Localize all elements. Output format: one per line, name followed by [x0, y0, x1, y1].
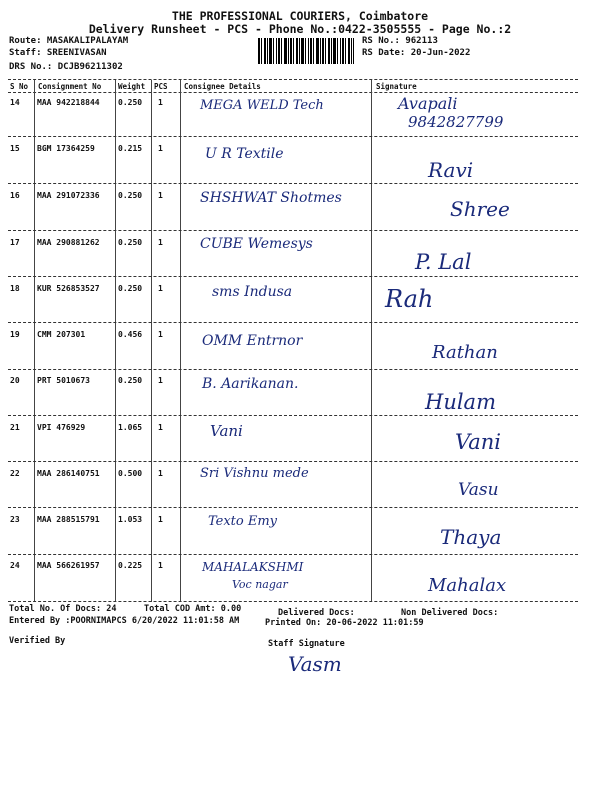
row-consignment: BGM 17364259	[37, 144, 95, 153]
drs-number: DRS No.: DCJB96211302	[9, 62, 123, 72]
row-sno: 18	[10, 284, 20, 293]
row-divider	[8, 322, 578, 323]
row-consignment: CMM 207301	[37, 330, 86, 339]
row-signature: Thaya	[440, 525, 502, 549]
row-consignment: PRT 5010673	[37, 376, 90, 385]
runsheet-title: Delivery Runsheet - PCS - Phone No.:0422-3505555 - Page No.:2	[88, 22, 512, 36]
row-consignee: SHSHWAT Shotmes	[200, 190, 342, 206]
row-consignee-area: Voc nagar	[232, 578, 288, 591]
row-sno: 24	[10, 561, 20, 570]
row-consignment: VPI 476929	[37, 423, 86, 432]
row-signature: Avapali	[398, 94, 458, 113]
col-header-consignee: Consignee Details	[184, 82, 261, 91]
row-consignment: MAA 942218844	[37, 98, 100, 107]
row-sno: 14	[10, 98, 20, 107]
row-signature-phone: 9842827799	[408, 113, 504, 131]
row-sno: 19	[10, 330, 20, 339]
row-signature: Mahalax	[428, 575, 507, 596]
table-top-line	[8, 79, 578, 80]
row-weight: 1.053	[118, 515, 143, 524]
row-sno: 17	[10, 238, 20, 247]
rs-number: RS No.: 962113	[362, 36, 438, 46]
company-title: THE PROFESSIONAL COURIERS, Coimbatore	[171, 9, 429, 23]
row-consignment: MAA 288515791	[37, 515, 100, 524]
row-weight: 0.250	[118, 376, 143, 385]
row-divider	[8, 554, 578, 555]
row-weight: 0.225	[118, 561, 143, 570]
row-weight: 1.065	[118, 423, 143, 432]
row-sno: 15	[10, 144, 20, 153]
row-signature: Hulam	[425, 390, 496, 414]
row-divider	[8, 369, 578, 370]
row-consignee: Vani	[210, 422, 243, 440]
row-signature: Ravi	[428, 158, 474, 182]
col-header-weight: Weight	[118, 82, 146, 91]
row-pcs: 1	[158, 284, 163, 293]
verified-by: Verified By	[9, 636, 66, 646]
row-divider	[8, 183, 578, 184]
row-weight: 0.456	[118, 330, 143, 339]
row-consignee: Sri Vishnu mede	[200, 466, 309, 481]
row-pcs: 1	[158, 469, 163, 478]
table-bottom-line	[8, 601, 578, 602]
row-weight: 0.215	[118, 144, 143, 153]
row-signature: Vasu	[458, 480, 499, 500]
row-consignment: MAA 566261957	[37, 561, 100, 570]
row-sno: 16	[10, 191, 20, 200]
non-delivered-docs: Non Delivered Docs:	[401, 608, 499, 618]
row-divider	[8, 136, 578, 137]
row-consignment: MAA 286140751	[37, 469, 100, 478]
col-divider	[34, 80, 35, 602]
col-divider	[371, 80, 372, 602]
row-pcs: 1	[158, 144, 163, 153]
row-weight: 0.250	[118, 191, 143, 200]
row-pcs: 1	[158, 561, 163, 570]
row-divider	[8, 276, 578, 277]
row-pcs: 1	[158, 330, 163, 339]
table-header-line	[8, 92, 578, 93]
row-consignee: sms Indusa	[212, 284, 293, 300]
row-sno: 23	[10, 515, 20, 524]
row-signature: P. Lal	[415, 250, 472, 274]
row-signature: Vani	[455, 430, 501, 454]
row-sno: 20	[10, 376, 20, 385]
row-consignment: MAA 291072336	[37, 191, 100, 200]
row-consignment: KUR 526853527	[37, 284, 100, 293]
col-header-pcs: PCS	[154, 82, 168, 91]
row-divider	[8, 415, 578, 416]
col-divider	[151, 80, 152, 602]
row-pcs: 1	[158, 238, 163, 247]
row-consignee: U R Textile	[205, 146, 284, 162]
col-divider	[180, 80, 181, 602]
row-consignee: B. Aarikanan.	[202, 376, 299, 392]
row-weight: 0.250	[118, 98, 143, 107]
row-pcs: 1	[158, 98, 163, 107]
row-divider	[8, 230, 578, 231]
row-sno: 22	[10, 469, 20, 478]
col-header-consignment: Consignment No	[38, 82, 102, 91]
row-consignee: MAHALAKSHMI	[202, 560, 304, 574]
total-cod: Total COD Amt: 0.00	[144, 604, 242, 614]
barcode	[258, 38, 354, 64]
row-pcs: 1	[158, 191, 163, 200]
row-sno: 21	[10, 423, 20, 432]
row-divider	[8, 461, 578, 462]
row-pcs: 1	[158, 423, 163, 432]
delivered-docs: Delivered Docs:	[278, 608, 355, 618]
staff-signature: Vasm	[288, 652, 342, 676]
row-weight: 0.500	[118, 469, 143, 478]
printed-on: Printed On: 20-06-2022 11:01:59	[265, 618, 424, 628]
row-pcs: 1	[158, 515, 163, 524]
col-header-sno: S No	[10, 82, 29, 91]
row-weight: 0.250	[118, 284, 143, 293]
row-pcs: 1	[158, 376, 163, 385]
rs-date: RS Date: 20-Jun-2022	[362, 48, 471, 58]
col-divider	[115, 80, 116, 602]
row-signature: Shree	[450, 197, 510, 221]
row-consignee: MEGA WELD Tech	[200, 98, 324, 113]
total-docs: Total No. Of Docs: 24	[9, 604, 117, 614]
col-header-signature: Signature	[376, 82, 417, 91]
row-weight: 0.250	[118, 238, 143, 247]
route-label: Route: MASAKALIPALAYAM	[9, 36, 129, 46]
staff-label: Staff: SREENIVASAN	[9, 48, 107, 58]
row-consignment: MAA 290881262	[37, 238, 100, 247]
staff-signature-label: Staff Signature	[268, 639, 345, 649]
row-consignee: CUBE Wemesys	[200, 236, 313, 252]
row-signature: Rah	[385, 285, 434, 313]
row-divider	[8, 507, 578, 508]
row-consignee: Texto Emy	[208, 514, 278, 529]
row-signature: Rathan	[432, 342, 498, 363]
entered-by: Entered By :POORNIMAPCS 6/20/2022 11:01:58 AM	[9, 616, 240, 626]
row-consignee: OMM Entrnor	[202, 333, 303, 349]
